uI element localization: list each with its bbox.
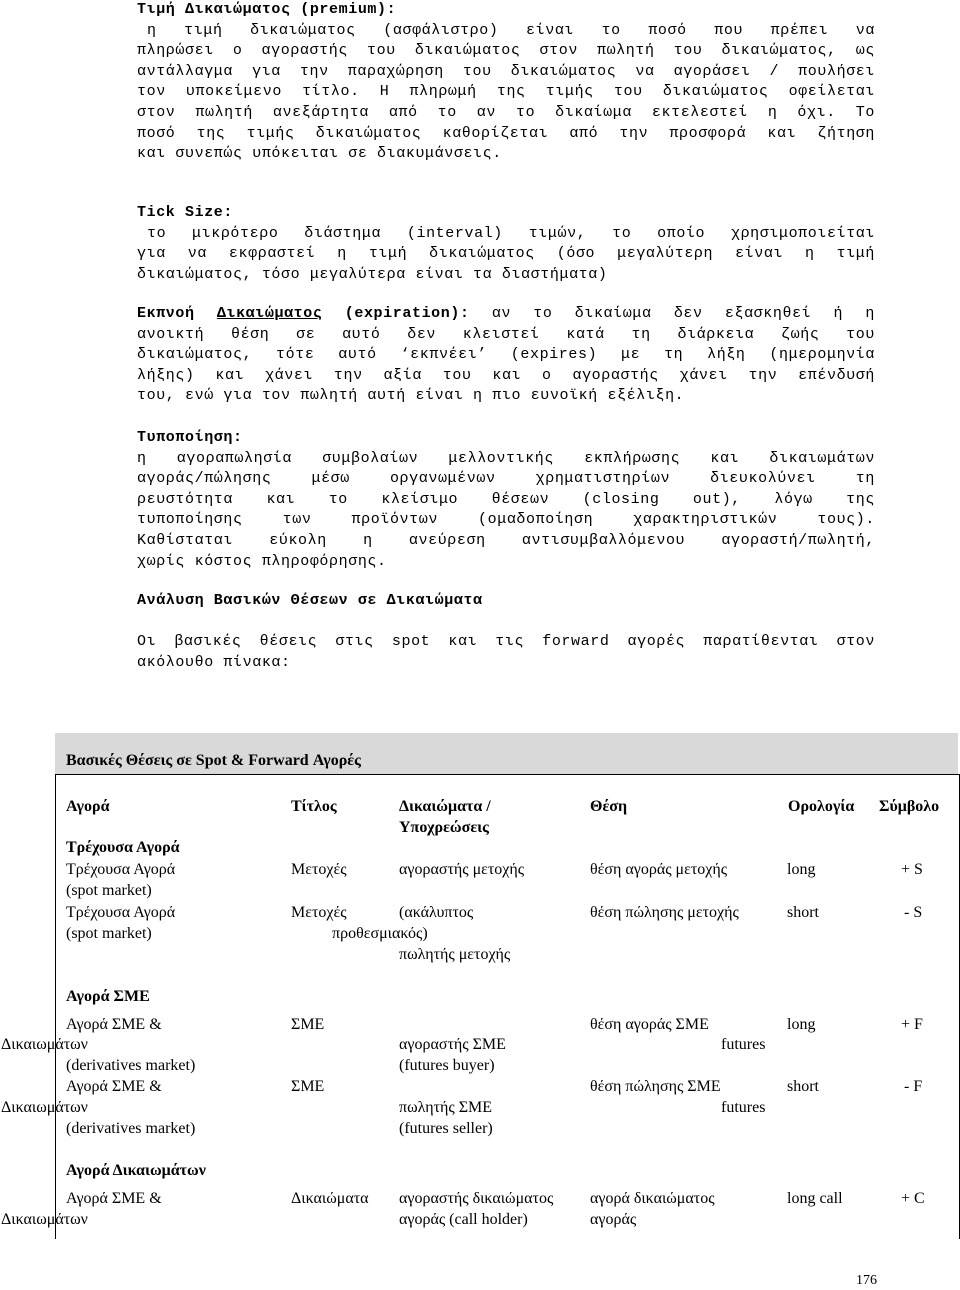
expiration-line: ανοικτή θέση σε αυτό δεν κλειστεί κατά τη διάρκεια ζωής του [137, 325, 875, 343]
table-row-cell: αγοράς [590, 1211, 637, 1228]
analysis-intro-line: ακόλουθο πίνακα: [137, 653, 291, 671]
table-row-cell: ΣΜΕ [291, 1078, 325, 1095]
table-row-cell: αγοραστής ΣΜΕ [399, 1036, 506, 1053]
table-row-cell: Αγορά ΣΜΕ & [66, 1016, 162, 1033]
table-row-cell: short [787, 904, 819, 921]
table-row-cell: + S [901, 861, 923, 878]
expiration-first-line [137, 304, 875, 325]
standardization-line: Καθίσταται εύκολη η ανεύρεση αντισυμβαλλόμενου αγοραστή/πωλητή, [137, 531, 875, 549]
analysis-section [137, 591, 875, 673]
analysis-heading: Ανάλυση Βασικών Θέσεων σε Δικαιώματα [137, 592, 483, 609]
standardization-line: χωρίς κόστος πληροφόρησης. [137, 552, 387, 570]
premium-section [137, 0, 875, 165]
table-row-cell: (derivatives market) [66, 1057, 196, 1074]
expiration-heading-underlined: Δικαιώματος [216, 305, 323, 322]
table-row-cell: short [787, 1078, 819, 1095]
expiration-heading-post: (expiration): [322, 305, 470, 322]
table-row-cell: Δικαιωμάτων [1, 1036, 88, 1053]
page-number: 176 [856, 1273, 877, 1288]
standardization-line: η αγοραπωλησία συμβολαίων μελλοντικής εκπλήρωσης και δικαιωμάτων [137, 449, 875, 467]
table-row-cell: θέση πώλησης ΣΜΕ [590, 1078, 721, 1095]
tick-size-line: δικαιώματος, τόσο μεγαλύτερα είναι τα διαστήματα) [137, 265, 608, 283]
analysis-intro-line: Οι βασικές θέσεις στις spot και τις forward αγορές παρατίθενται στον [137, 633, 875, 651]
expiration-first-rest: αν το δικαίωμα δεν εξασκηθεί ή η [469, 305, 875, 322]
table-row-cell: προθεσμιακός) [332, 925, 428, 942]
table-row-cell: θέση αγοράς ΣΜΕ [590, 1016, 709, 1033]
table-row-cell: (futures buyer) [399, 1057, 495, 1074]
table-row-cell: futures [721, 1099, 766, 1116]
header-rights-2: Υποχρεώσεις [399, 819, 489, 836]
table-row-cell: πωλητής μετοχής [399, 946, 511, 963]
section-spot-market: Τρέχουσα Αγορά [66, 839, 180, 856]
table-row-cell: Αγορά ΣΜΕ & [66, 1078, 162, 1095]
tick-size-line: για να εκφραστεί η τιμή δικαιώματος (όσο μεγαλύτερη είναι η τιμή [137, 245, 875, 263]
header-symbol: Σύμβολο [879, 798, 940, 815]
standardization-line: τυποποίησης των προϊόντων (ομαδοποίηση χαρακτηριστικών τους). [137, 511, 875, 529]
premium-line: η τιμή δικαιώματος (ασφάλιστρο) είναι το ποσό που πρέπει να [147, 21, 875, 39]
standardization-line: ρευστότητα και το κλείσιμο θέσεων (closing out), λόγω της [137, 490, 875, 508]
premium-line: και συνεπώς υπόκειται σε διακυμάνσεις. [137, 145, 502, 163]
header-position: Θέση [590, 798, 628, 815]
table-row-cell: Δικαιωμάτων [1, 1099, 88, 1116]
table-title: Βασικές Θέσεις σε Spot & Forward Αγορές [66, 752, 361, 769]
tick-size-line: το μικρότερο διάστημα (interval) τιμών, το οποίο χρησιμοποιείται [147, 224, 875, 242]
positions-table [1, 733, 958, 1238]
premium-line: αντάλλαγμα για την παραχώρηση του δικαιώματος να αγοράσει / πουλήσει [137, 62, 875, 80]
table-row-cell: Αγορά ΣΜΕ & [66, 1190, 162, 1207]
table-row-cell: long [787, 1016, 816, 1033]
standardization-heading: Τυποποίηση: [137, 429, 243, 446]
section-derivatives-market: Αγορά ΣΜΕ [66, 988, 150, 1005]
table-row-cell: Τρέχουσα Αγορά [66, 904, 176, 921]
premium-heading: Τιμή Δικαιώματος (premium): [137, 1, 397, 18]
table-row-cell: long call [787, 1190, 843, 1207]
premium-line: ποσό της τιμής δικαιώματος καθορίζεται από την προσφορά και ζήτηση [137, 124, 875, 142]
section-options-market: Αγορά Δικαιωμάτων [66, 1162, 206, 1179]
table-row-cell: (spot market) [66, 882, 152, 899]
table-row-cell: θέση πώλησης μετοχής [590, 904, 739, 921]
header-title: Τίτλος [291, 798, 337, 815]
expiration-line: του, ενώ για τον πωλητή αυτή είναι η πιο ευνοϊκή εξέλιξη. [137, 387, 685, 405]
table-row-cell: - F [904, 1078, 923, 1095]
table-row-cell: (derivatives market) [66, 1120, 196, 1137]
expiration-line: λήξης) και χάνει την αξία του και ο αγοραστής χάνει την επένδυσή [137, 366, 875, 384]
header-term: Ορολογία [788, 798, 855, 815]
standardization-section [137, 428, 875, 572]
expiration-heading-pre: Εκπνοή [137, 305, 217, 322]
table-row-cell: Τρέχουσα Αγορά [66, 861, 176, 878]
standardization-line: αγοράς/πώλησης μέσω οργανωμένων χρηματιστηρίων διευκολύνει τη [137, 470, 875, 488]
table-row-cell: (spot market) [66, 925, 152, 942]
table-row-cell: Μετοχές [291, 861, 347, 878]
table-row-cell: long [787, 861, 816, 878]
table-row-cell: Μετοχές [291, 904, 347, 921]
table-row-cell: - S [904, 904, 923, 921]
table-row-cell: + F [901, 1016, 923, 1033]
table-row-cell: futures [721, 1036, 766, 1053]
table-row-cell: Δικαιώματα [291, 1190, 369, 1207]
table-row-cell: πωλητής ΣΜΕ [399, 1099, 493, 1116]
table-title-bar [55, 733, 958, 775]
expiration-line: δικαιώματος, τότε αυτό ‘εκπνέει’ (expires) με τη λήξη (ημερομηνία [137, 346, 875, 364]
header-rights-1: Δικαιώματα / [399, 798, 491, 815]
table-row-cell: ΣΜΕ [291, 1016, 325, 1033]
tick-size-section [137, 203, 875, 285]
premium-line: τον υποκείμενο τίτλο. Η πληρωμή της τιμής του δικαιώματος οφείλεται [137, 83, 875, 101]
table-row-cell: (ακάλυπτος [399, 904, 474, 921]
tick-size-heading: Tick Size: [137, 204, 234, 221]
table-row-cell: θέση αγοράς μετοχής [590, 861, 728, 878]
table-row-cell: αγοραστής μετοχής [399, 861, 525, 878]
table-row-cell: αγορά δικαιώματος [590, 1190, 715, 1207]
expiration-section [137, 304, 875, 407]
table-row-cell: (futures seller) [399, 1120, 493, 1137]
premium-line: στον πωλητή ανεξάρτητα από το αν το δικαίωμα εκτελεστεί η όχι. Το [137, 103, 875, 121]
premium-line: πληρώσει ο αγοραστής του δικαιώματος στον πωλητή του δικαιώματος, ως [137, 42, 875, 60]
table-body [1, 774, 960, 1239]
table-row-cell: + C [901, 1190, 925, 1207]
table-row-cell: αγοράς (call holder) [399, 1211, 528, 1228]
table-row-cell: Δικαιωμάτων [1, 1211, 88, 1228]
table-row-cell: αγοραστής δικαιώματος [399, 1190, 554, 1207]
header-market: Αγορά [66, 798, 110, 815]
